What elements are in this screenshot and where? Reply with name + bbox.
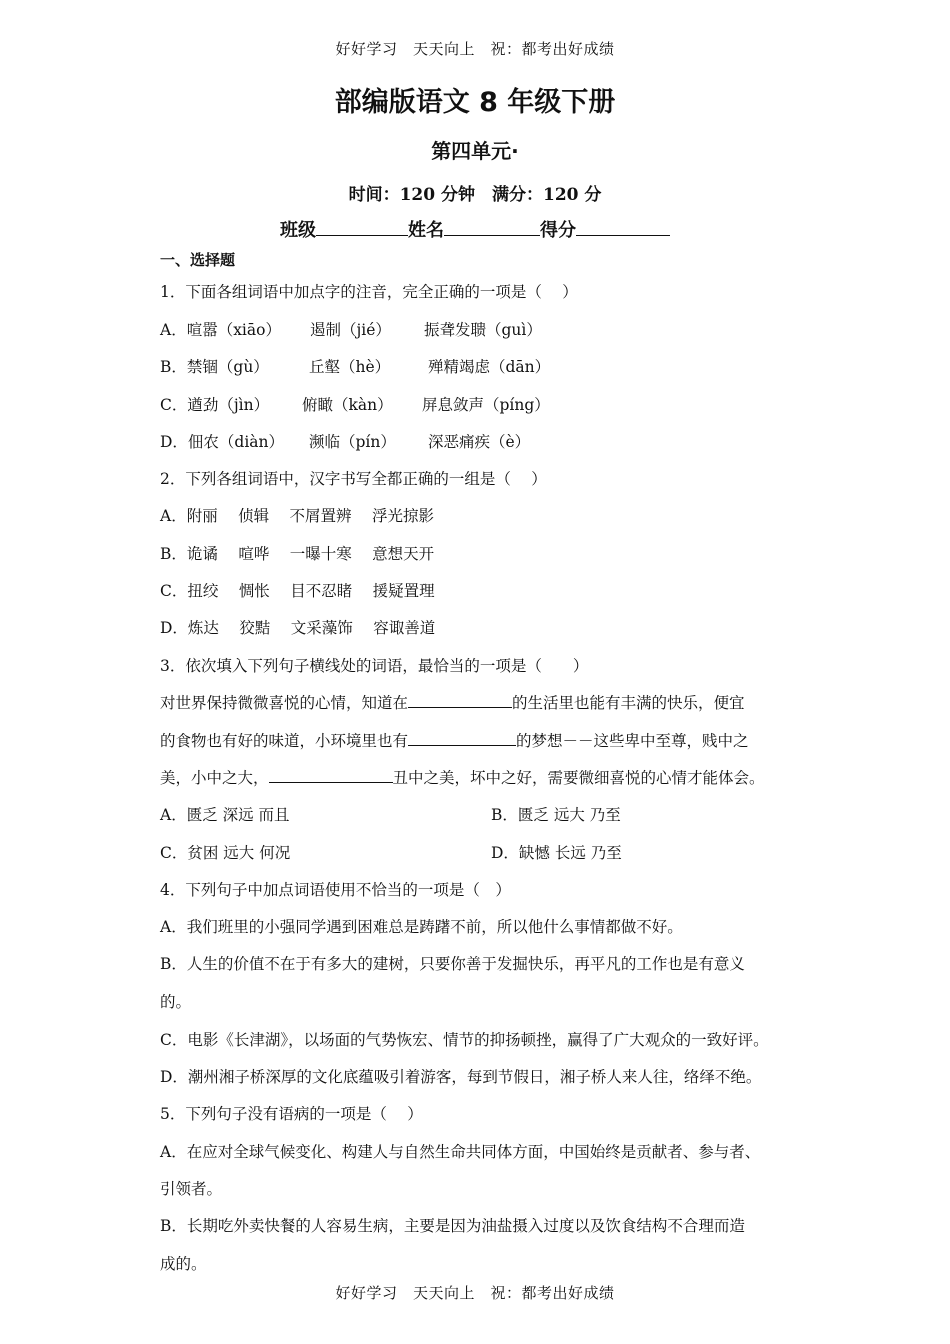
page-footer: 好好学习 天天向上 祝：都考出好成绩: [335, 1284, 615, 1302]
q2-option-d: D．炼达 狡黠 文采藻饰 容诹善道: [160, 619, 436, 637]
q2-option-b: B．诡谲 喧哗 一曝十寒 意想天开: [160, 545, 435, 563]
q3-text: 的食物也有好的味道，小环境里也有: [160, 732, 409, 750]
q3-option-b: B．匮乏 远大 乃至: [491, 806, 621, 824]
student-info-line: [0, 216, 950, 242]
q4-option-b: B．人生的价值不在于有多大的建树，只要你善于发掘快乐，再平凡的工作也是有意义: [160, 955, 745, 973]
q3-text: 对世界保持微微喜悦的心情，知道在: [160, 694, 409, 712]
q1-stem: 1．下面各组词语中加点字的注音，完全正确的一项是（ ）: [160, 283, 578, 301]
q1-d-2: 濒临（pín）: [309, 433, 396, 451]
q1-b-2: 丘壑（hè）: [309, 358, 391, 376]
name-blank[interactable]: [444, 217, 540, 236]
q5-stem: 5．下列句子没有语病的一项是（ ）: [160, 1105, 423, 1123]
unit-title: 第四单元·: [431, 139, 519, 163]
q3-option-a: A．匮乏 深远 而且: [160, 806, 290, 824]
q4-option-c: C．电影《长津湖》，以场面的气势恢宏、情节的抑扬顿挫，赢得了广大观众的一致好评。: [160, 1031, 769, 1049]
q3-option-c: C．贫困 远大 何况: [160, 844, 291, 862]
q2-option-c: C．扭绞 惆怅 目不忍睹 援疑置理: [160, 582, 435, 600]
q4-option-a: A．我们班里的小强同学遇到困难总是踌躇不前，所以他什么事情都做不好。: [160, 918, 683, 936]
score-label: 得分: [540, 220, 576, 241]
q1-c-1: C．遒劲（jìn）: [160, 396, 270, 414]
q1-d-1: D．佃农（diàn）: [160, 433, 285, 451]
q3-text: 的生活里也能有丰满的快乐，便宜: [512, 694, 745, 712]
q1-a-2: 遏制（jié）: [310, 321, 391, 339]
q5-option-a-cont: 引领者。: [160, 1180, 223, 1198]
q3-passage-line-3: [160, 766, 765, 788]
q4-stem: 4．下列句子中加点词语使用不恰当的一项是（ ）: [160, 881, 511, 899]
q3-blank-1[interactable]: [408, 691, 512, 708]
q1-c-2: 俯瞰（kàn）: [302, 396, 393, 414]
q3-text: 美，小中之大，: [160, 769, 269, 787]
q3-text: 的梦想－－这些卑中至尊，贱中之: [516, 732, 749, 750]
q4-option-d: D．潮州湘子桥深厚的文化底蕴吸引着游客，每到节假日，湘子桥人来人往，络绎不绝。: [160, 1068, 762, 1086]
page-header: 好好学习 天天向上 祝：都考出好成绩: [335, 40, 615, 58]
q5-option-b-cont: 成的。: [160, 1255, 207, 1273]
q1-a-3: 振聋发聩（guì）: [424, 321, 542, 339]
class-label: 班级: [280, 220, 316, 241]
q4-option-b-cont: 的。: [160, 993, 192, 1011]
q3-stem: 3．依次填入下列句子横线处的词语，最恰当的一项是（ ）: [160, 657, 589, 675]
q1-a-1: A．喧嚣（xiāo）: [160, 321, 281, 339]
exam-time-score: 时间：120 分钟 满分：120 分: [348, 185, 602, 205]
q2-stem: 2．下列各组词语中，汉字书写全都正确的一组是（ ）: [160, 470, 547, 488]
q2-option-a: A．附丽 侦辑 不屑置辨 浮光掠影: [160, 507, 434, 525]
q1-d-3: 深恶痛疾（è）: [428, 433, 531, 451]
q1-b-1: B．禁锢（gù）: [160, 358, 269, 376]
name-label: 姓名: [408, 220, 444, 241]
q3-passage-line-2: [160, 729, 749, 751]
q3-blank-3[interactable]: [269, 766, 393, 783]
q3-passage-line-1: [160, 691, 745, 713]
q1-c-3: 屏息敛声（píng）: [422, 396, 550, 414]
q3-text: 丑中之美，坏中之好，需要微细喜悦的心情才能体会。: [392, 769, 765, 787]
q3-option-d: D．缺憾 长远 乃至: [491, 844, 622, 862]
section-title: 一、选择题: [160, 251, 236, 269]
q5-option-a: A．在应对全球气候变化、构建人与自然生命共同体方面，中国始终是贡献者、参与者、: [160, 1143, 761, 1161]
document-title: 部编版语文 8 年级下册: [334, 87, 616, 118]
q3-blank-2[interactable]: [408, 729, 516, 746]
q5-option-b: B．长期吃外卖快餐的人容易生病，主要是因为油盐摄入过度以及饮食结构不合理而造: [160, 1217, 745, 1235]
q1-b-3: 殚精竭虑（dān）: [428, 358, 551, 376]
class-blank[interactable]: [316, 217, 408, 236]
score-blank[interactable]: [576, 217, 670, 236]
